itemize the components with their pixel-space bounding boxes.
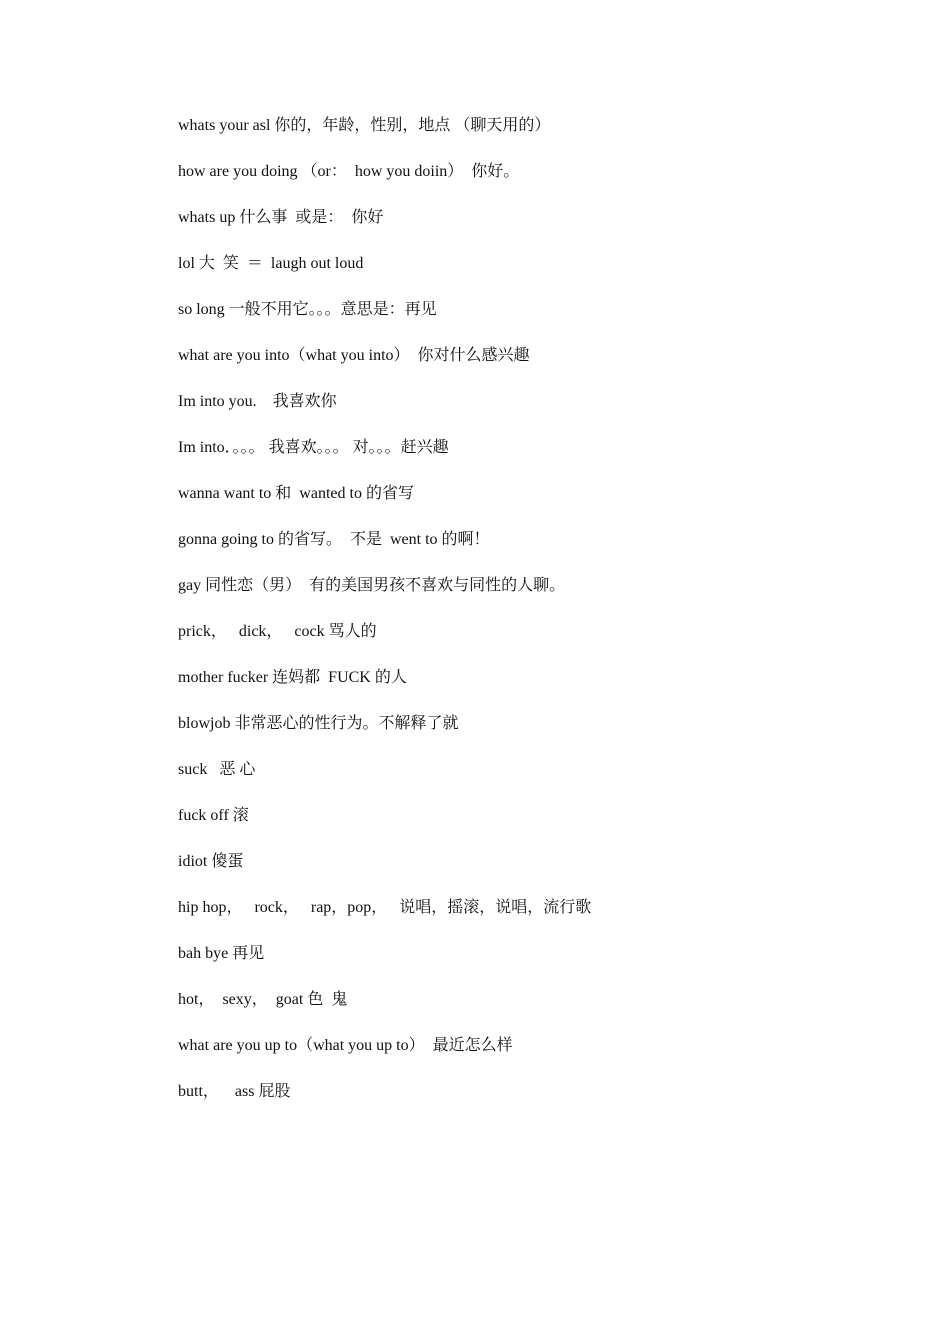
text-line: what are you up to（what you up to） 最近怎么样	[178, 1037, 513, 1054]
text-line: lol 大 笑 ＝ laugh out loud	[178, 255, 364, 272]
text-line: suck 恶 心	[178, 761, 256, 778]
text-line: mother fucker 连妈都 FUCK 的人	[178, 669, 407, 686]
text-line: gay 同性恋（男） 有的美国男孩不喜欢与同性的人聊。	[178, 577, 566, 594]
text-line: butt， ass 屁股	[178, 1083, 291, 1100]
text-line: Im into you. 我喜欢你	[178, 393, 337, 410]
text-line: whats up 什么事 或是： 你好	[178, 209, 384, 226]
text-line: wanna want to 和 wanted to 的省写	[178, 485, 414, 502]
document-body	[178, 114, 878, 1126]
text-line: blowjob 非常恶心的性行为。不解释了就	[178, 715, 459, 732]
text-line: idiot 傻蛋	[178, 853, 244, 870]
text-line: bah bye 再见	[178, 945, 265, 962]
text-line: hot， sexy， goat 色 鬼	[178, 991, 348, 1008]
text-line: fuck off 滚	[178, 807, 249, 824]
text-line: gonna going to 的省写。 不是 went to 的啊！	[178, 531, 490, 548]
text-line: so long 一般不用它。。。意思是：再见	[178, 301, 437, 318]
text-line: whats your asl 你的，年龄，性别，地点 （聊天用的）	[178, 117, 551, 134]
text-line: Im into．。。。 我喜欢。。。 对。。。赶兴趣	[178, 439, 449, 456]
text-line: prick， dick， cock 骂人的	[178, 623, 377, 640]
text-line: how are you doing （or： how you doiin） 你好。	[178, 163, 520, 180]
text-line: what are you into（what you into） 你对什么感兴趣	[178, 347, 530, 364]
text-line: hip hop， rock， rap，pop， 说唱，摇滚，说唱，流行歌	[178, 899, 592, 916]
